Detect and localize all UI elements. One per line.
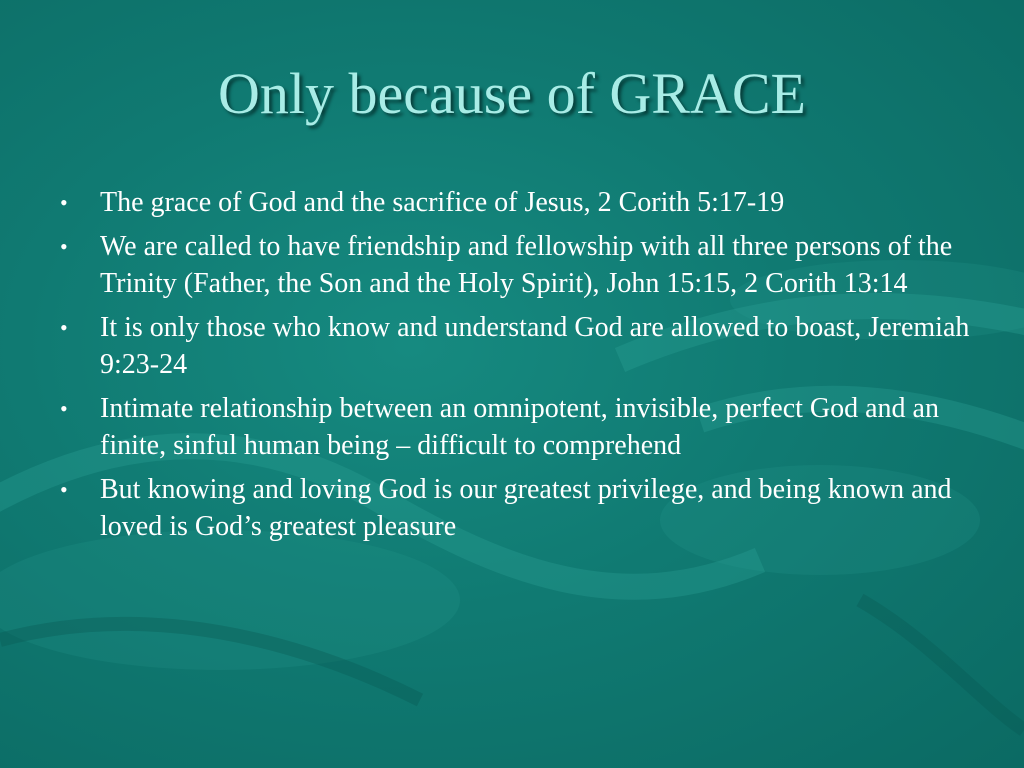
bullet-text: The grace of God and the sacrifice of Jesus, 2 Corith 5:17-19 <box>100 187 785 218</box>
bullet-dot-icon: • <box>60 477 68 502</box>
bullet-dot-icon: • <box>60 396 68 421</box>
bullet-dot-icon: • <box>60 234 68 259</box>
bullet-item <box>56 390 976 464</box>
bullet-text: We are called to have friendship and fellowship with all three persons of the Trinity (Father, the Son and the Holy Spirit), John 15:15, 2 Corith 13:14 <box>100 231 953 299</box>
bullet-text: Intimate relationship between an omnipotent, invisible, perfect God and an finite, sinful human being – difficult to comprehend <box>100 393 939 461</box>
slide-title: Only because of GRACE <box>218 61 806 126</box>
bullet-item <box>56 184 976 221</box>
bullet-dot-icon: • <box>60 315 68 340</box>
bullet-item <box>56 309 976 383</box>
bullet-item <box>56 471 976 545</box>
bullet-dot-icon: • <box>60 190 68 215</box>
bullet-text: But knowing and loving God is our greatest privilege, and being known and loved is God’s greatest pleasure <box>100 474 952 542</box>
bullet-item <box>56 228 976 302</box>
bullet-list <box>56 184 976 552</box>
bullet-text: It is only those who know and understand God are allowed to boast, Jeremiah 9:23-24 <box>100 312 970 380</box>
